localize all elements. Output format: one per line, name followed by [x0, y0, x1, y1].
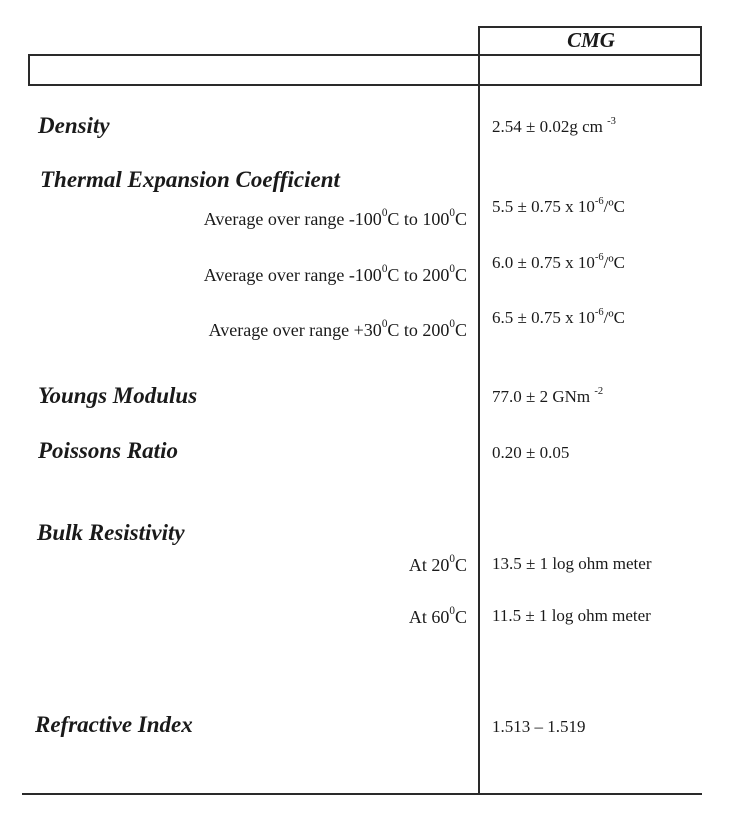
- thermal-range-2: Average over range $-100^0C$ to $200^0C$: [203, 263, 467, 285]
- value-resistivity-20: 13.5 ± 1 log ohm meter: [492, 554, 652, 573]
- value-thermal-3: 6.5 ± 0.75 x $10^{-6}/ºC$: [492, 306, 625, 327]
- thermal-range-3: Average over range $+30^0C$ to $200^0C$: [208, 318, 467, 340]
- value-resistivity-60: 11.5 ± 1 log ohm meter: [492, 606, 651, 625]
- blank-row-left-rule: [28, 54, 30, 86]
- column-divider: [478, 26, 480, 794]
- value-refractive-index: 1.513 – 1.519: [492, 717, 586, 736]
- header-right-rule: [700, 26, 702, 86]
- label-bulk-resistivity: Bulk Resistivity: [37, 520, 185, 545]
- label-poissons-ratio: Poissons Ratio: [38, 438, 178, 463]
- blank-row-bottom-rule: [28, 84, 702, 86]
- value-thermal-1: 5.5 ± 0.75 x $10^{-6}/ºC$: [492, 195, 625, 216]
- value-youngs-modulus: 77.0 ± 2 GNm $^{-2}$: [492, 385, 604, 406]
- label-refractive-index: Refractive Index: [35, 712, 193, 737]
- resistivity-temp-60: At $60^0C$: [408, 605, 467, 627]
- value-density: 2.54 ± 0.02g cm $^{-3}$: [492, 115, 616, 136]
- value-poissons-ratio: 0.20 ± 0.05: [492, 443, 570, 462]
- column-header-cmg: CMG: [567, 28, 615, 52]
- value-thermal-2: 6.0 ± 0.75 x $10^{-6}/ºC$: [492, 251, 625, 272]
- header-bottom-rule: [28, 54, 702, 56]
- table-bottom-rule: [22, 793, 702, 795]
- label-density: Density: [38, 113, 110, 138]
- label-youngs-modulus: Youngs Modulus: [38, 383, 198, 408]
- resistivity-temp-20: At $20^0C$: [408, 553, 467, 575]
- label-thermal-expansion: Thermal Expansion Coefficient: [40, 167, 340, 192]
- thermal-range-1: Average over range $-100^0C$ to $100^0C$: [203, 207, 467, 229]
